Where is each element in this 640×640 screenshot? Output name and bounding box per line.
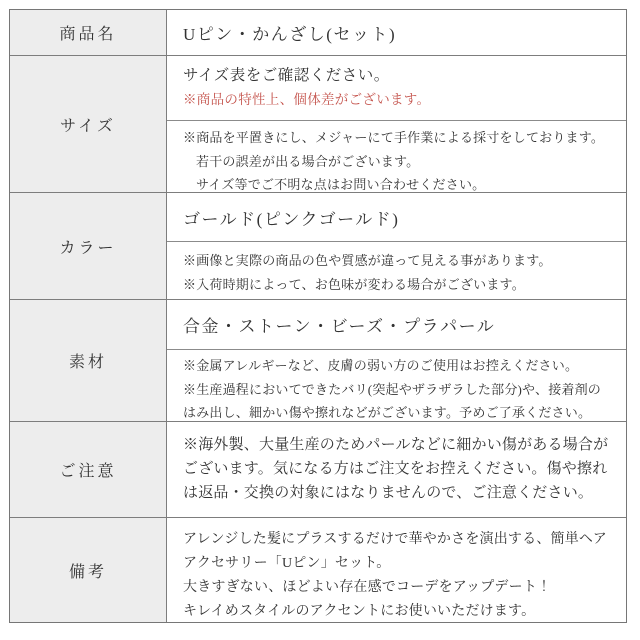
row-color xyxy=(10,193,626,300)
material-notes-cell xyxy=(167,349,626,421)
remarks-text-line: 大きすぎない、ほどよい存在感でコーデをアップデート！ xyxy=(183,580,552,595)
remarks-text-line: キレイめスタイルのアクセントにお使いいただけます。 xyxy=(183,604,536,619)
color-value: ゴールド(ピンクゴールド) xyxy=(183,209,400,229)
size-note-line: サイズ等でご不明な点はお問い合わせください。 xyxy=(196,177,486,192)
caution-text-cell xyxy=(167,422,626,517)
row-size xyxy=(10,56,626,193)
remarks-label: 備考 xyxy=(10,518,167,622)
caution-text: ※海外製、大量生産のためパールなどに細かい傷がある場合がございます。気になる方はご注文をお控えください。傷や擦れは返品・交換の対象にはなりませんので、ご注意ください。 xyxy=(183,437,609,501)
row-remarks xyxy=(10,518,626,622)
product-name-value: Uピン・かんざし(セット) xyxy=(183,25,397,44)
row-caution xyxy=(10,422,626,518)
size-label: サイズ xyxy=(10,56,167,192)
product-name-label: 商品名 xyxy=(10,10,167,55)
material-note-line: ※生産過程においてできたバリ(突起やザラザラした部分)や、接着剤のはみ出し、細かい傷や擦れなどがございます。予めご了承ください。 xyxy=(183,381,601,420)
remarks-text-cell xyxy=(167,518,626,622)
remarks-text-line: アレンジした髪にプラスするだけで華やかさを演出する、簡単ヘアアクセサリー「Uピン」セット。 xyxy=(183,532,607,571)
color-note-line: ※画像と実際の商品の色や質感が違って見える事があります。 xyxy=(183,253,552,268)
size-note-line: ※商品を平置きにし、メジャーにて手作業による採寸をしております。 xyxy=(183,130,605,145)
color-label: カラー xyxy=(10,193,167,299)
color-notes-cell xyxy=(167,241,626,299)
color-note-line: ※入荷時期によって、お色味が変わる場合がございます。 xyxy=(183,276,525,292)
row-product-name xyxy=(10,10,626,56)
material-note-line: ※金属アレルギーなど、皮膚の弱い方のご使用はお控えください。 xyxy=(183,358,579,373)
product-spec-table xyxy=(9,9,627,623)
size-note-line: 若干の誤差が出る場合がございます。 xyxy=(196,153,420,169)
size-warning-text: ※商品の特性上、個体差がございます。 xyxy=(183,92,431,107)
size-notes-cell xyxy=(167,120,626,192)
row-material xyxy=(10,300,626,422)
size-lead-cell xyxy=(167,56,626,120)
size-lead-text: サイズ表をご確認ください。 xyxy=(183,67,390,84)
caution-label: ご注意 xyxy=(10,422,167,517)
material-label: 素材 xyxy=(10,300,167,421)
material-value: 合金・ストーン・ビーズ・プラパール xyxy=(183,317,496,336)
